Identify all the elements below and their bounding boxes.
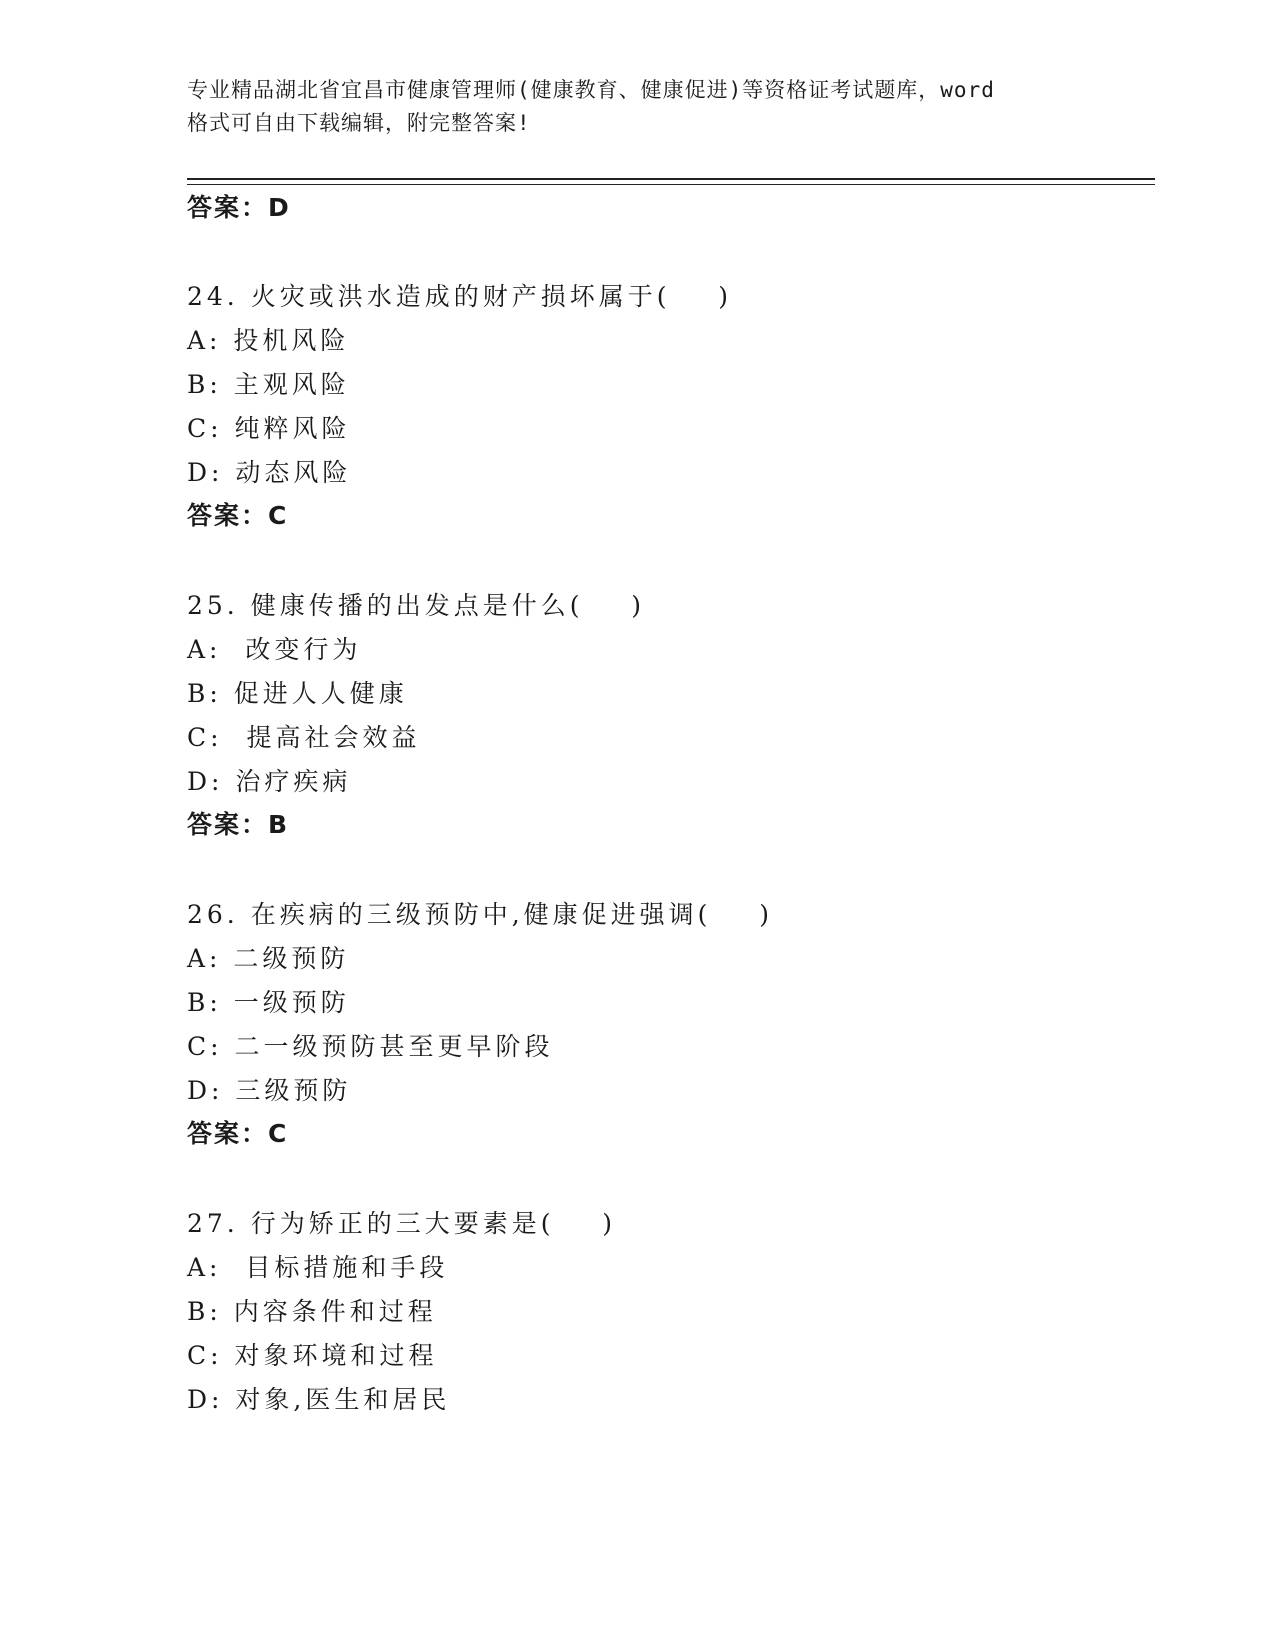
question-26-answer: 答案：C xyxy=(187,1119,289,1148)
question-27-option-d: D: 对象,医生和居民 xyxy=(187,1385,451,1414)
question-26-option-d: D: 三级预防 xyxy=(187,1076,352,1105)
document-header xyxy=(187,74,1087,140)
question-24-option-a: A: 投机风险 xyxy=(187,326,350,355)
previous-answer: 答案：D xyxy=(187,193,291,222)
question-25-option-c: C: 提高社会效益 xyxy=(187,723,421,752)
question-24-option-d: D: 动态风险 xyxy=(187,458,352,487)
question-25-option-a: A: 改变行为 xyxy=(187,635,362,664)
question-25-answer: 答案：B xyxy=(187,810,290,839)
question-24-option-b: B: 主观风险 xyxy=(187,370,350,399)
header-line-1: 专业精品湖北省宜昌市健康管理师(健康教育、健康促进)等资格证考试题库，word xyxy=(187,78,995,102)
question-25-option-b: B: 促进人人健康 xyxy=(187,679,408,708)
question-24-answer: 答案：C xyxy=(187,501,289,530)
header-line-2: 格式可自由下载编辑，附完整答案! xyxy=(187,111,531,135)
question-25-option-d: D: 治疗疾病 xyxy=(187,767,352,796)
question-27-option-c: C: 对象环境和过程 xyxy=(187,1341,438,1370)
question-25-stem: 25. 健康传播的出发点是什么( ) xyxy=(187,591,646,620)
header-divider-thin xyxy=(187,184,1155,185)
question-27-option-b: B: 内容条件和过程 xyxy=(187,1297,437,1326)
header-divider-thick xyxy=(187,178,1155,180)
question-26-option-b: B: 一级预防 xyxy=(187,988,350,1017)
question-26-option-a: A: 二级预防 xyxy=(187,944,350,973)
question-26-option-c: C: 二一级预防甚至更早阶段 xyxy=(187,1032,554,1061)
question-27-stem: 27. 行为矫正的三大要素是( ) xyxy=(187,1209,616,1238)
question-24-option-c: C: 纯粹风险 xyxy=(187,414,351,443)
question-24-stem: 24. 火灾或洪水造成的财产损坏属于( ) xyxy=(187,282,733,311)
question-26-stem: 26. 在疾病的三级预防中,健康促进强调( ) xyxy=(187,900,773,929)
question-27-option-a: A: 目标措施和手段 xyxy=(187,1253,449,1282)
